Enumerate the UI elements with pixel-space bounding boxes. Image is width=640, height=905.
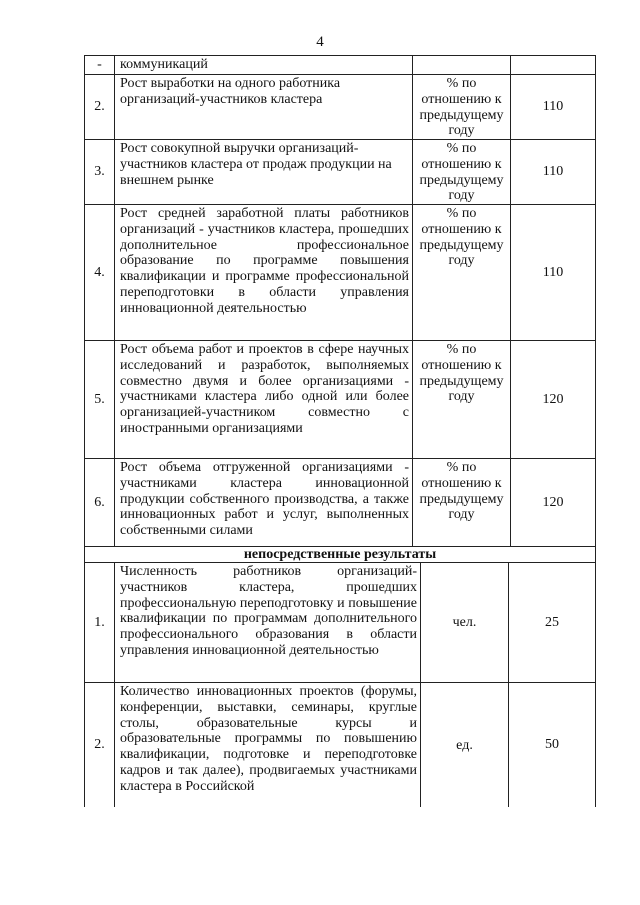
- table-row: [84, 55, 596, 75]
- row-value: 25: [545, 614, 559, 630]
- row-unit: ед.: [421, 683, 509, 807]
- table-row: [84, 205, 596, 341]
- row-number: 2.: [85, 75, 115, 139]
- row-unit: % по отношению к предыдущему году: [413, 205, 511, 340]
- table-row: [84, 75, 596, 140]
- table-row: [84, 563, 596, 683]
- row-number: 3.: [85, 140, 115, 204]
- row-unit: % по отношению к предыдущему году: [413, 140, 511, 204]
- table-row: [84, 140, 596, 205]
- row-value: 50: [545, 737, 559, 752]
- page-number: 4: [316, 34, 324, 50]
- indicators-table: [84, 55, 596, 807]
- row-unit: [413, 56, 511, 74]
- row-description: Численность работников организаций-участников кластера, прошедших профессиональную переподготовку и повышение квалификации по программам дополнительного профессионального образования в области управления инновационной деятельностью: [115, 563, 421, 682]
- row-number: 5.: [85, 341, 115, 458]
- row-value: 120: [542, 391, 564, 407]
- row-number: 6.: [85, 459, 115, 546]
- row-description: Количество инновационных проектов (форумы, конференции, выставки, семинары, круглые столы, образовательные курсы и образовательные программы по повышению квалификации, подготовке и переподготовке кадров и так далее), продвигаемых участниками кластера в Российской: [115, 683, 421, 807]
- row-number: 4.: [85, 205, 115, 340]
- row-description: Рост объема отгруженной организациями - участниками кластера инновационной продукции собственного производства, а также инновационных работ и услуг, выполненных собственными силами: [115, 459, 413, 546]
- row-value: 110: [542, 264, 564, 280]
- row-description: коммуникаций: [115, 56, 413, 74]
- row-unit: % по отношению к предыдущему году: [413, 459, 511, 546]
- table-row: [84, 341, 596, 459]
- row-value: 120: [542, 494, 564, 510]
- row-number: 1.: [85, 563, 115, 682]
- row-description: Рост объема работ и проектов в сфере научных исследований и разработок, выполняемых совместно двумя и более организациями - участниками кластера либо одной или более организацией-участником совместно с иностранными организациями: [115, 341, 413, 458]
- row-unit: % по отношению к предыдущему году: [413, 75, 511, 139]
- table-row: [84, 683, 596, 807]
- row-value: 110: [542, 99, 564, 114]
- row-unit: % по отношению к предыдущему году: [413, 341, 511, 458]
- row-number: 2.: [85, 683, 115, 807]
- row-value: [511, 56, 595, 74]
- section-heading: непосредственные результаты: [84, 547, 596, 563]
- table-row: [84, 459, 596, 547]
- row-description: Рост выработки на одного работника организаций-участников кластера: [115, 75, 413, 139]
- row-unit: чел.: [421, 563, 509, 682]
- row-description: Рост средней заработной платы работников организаций - участников кластера, прошедших дополнительное профессиональное образование по программе повышения квалификации и программе профессиональной переподготовки в области управления инновационной деятельностью: [115, 205, 413, 340]
- row-description: Рост совокупной выручки организаций-участников кластера от продаж продукции на внешнем рынке: [115, 140, 413, 204]
- row-number: -: [85, 56, 115, 74]
- row-value: 110: [542, 164, 564, 179]
